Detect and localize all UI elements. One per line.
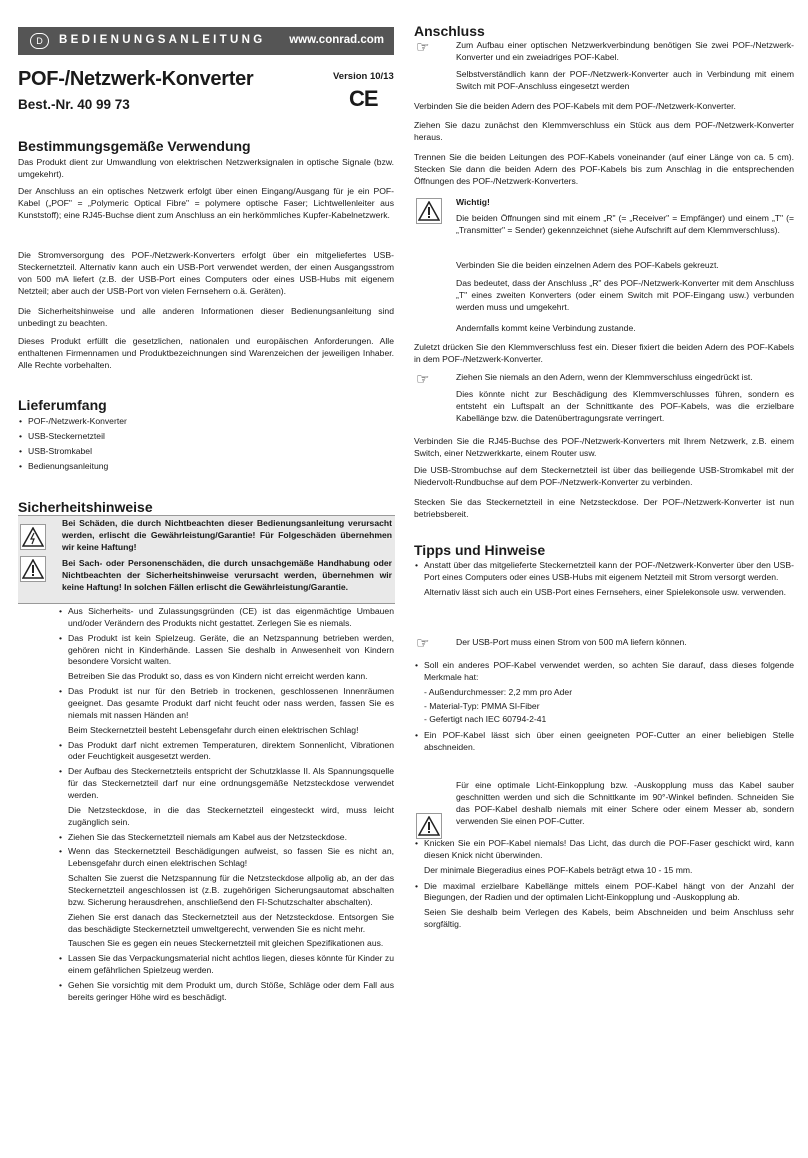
paragraph: Der Anschluss an ein optisches Netzwerk erfolgt über einen Eingang/Ausgang für je ein POF-Kabel („POF" = „Polymeric Optical Fibre" = polymere optische Faser; Lichtwellenleiter aus Kunststoff); eine RJ45-Buchse dient zum Anschluss an ein herkömmliches Kupfer-Kabelnetzwerk. <box>18 186 394 220</box>
list-item: • Das Produkt ist nur für den Betrieb in trockenen, geschlossenen Innenräumen geeignet. Das gesamte Produkt darf nicht feucht oder nass werden, fassen Sie es niemals mit nassen Händen an! <box>58 686 394 722</box>
note-text: Der USB-Port muss einen Strom von 500 mA liefern können. <box>456 637 687 647</box>
note-text: Andernfalls kommt keine Verbindung zustande. <box>456 323 636 333</box>
list-item: • Aus Sicherheits- und Zulassungsgründen (CE) ist das eigenmächtige Umbauen und/oder Verändern des Produkts nicht gestattet. Zerlegen Sie es niemals. <box>58 606 394 630</box>
list-subtext: - Außendurchmesser: 2,2 mm pro Ader <box>424 686 573 697</box>
list-item: • Gehen Sie vorsichtig mit dem Produkt um, durch Stöße, Schläge oder dem Fall aus bereits geringer Höhe wird es beschädigt. <box>58 980 394 1004</box>
list-subtext: Betreiben Sie das Produkt so, dass es von Kindern nicht erreicht werden kann. <box>68 671 368 682</box>
list-subtext: Alternativ lässt sich auch ein USB-Port eines Fernsehers, einer Spielekonsole usw. verwenden. <box>424 586 787 597</box>
list-item: • Bedienungsanleitung <box>18 461 394 473</box>
note-text: Ziehen Sie niemals an den Adern, wenn der Klemmverschluss eingedrückt ist. <box>456 372 753 382</box>
list-item: • Ziehen Sie das Steckernetzteil niemals am Kabel aus der Netzsteckdose. <box>58 832 394 844</box>
list-subtext: Ziehen Sie erst danach das Steckernetzteil aus der Netzsteckdose. Entsorgen Sie das beschädigte Steckernetzteil umweltgerecht, verwenden Sie es nicht mehr. <box>68 911 394 934</box>
note-text: Selbstverständlich kann der POF-/Netzwerk-Konverter auch in Verbindung mit einem Switch mit POF-Anschluss eingesetzt werden <box>456 69 794 91</box>
important-label: Wichtig! <box>456 197 490 207</box>
heading-connection: Anschluss <box>414 23 485 39</box>
list-item: • Knicken Sie ein POF-Kabel niemals! Das Licht, das durch die POF-Faser geschickt wird, kann diesen Knick nicht überwinden. <box>414 838 794 862</box>
note-text: Die beiden Öffnungen sind mit einem „R" (= „Receiver" = Empfänger) und einem „T" (= „Transmitter" = Sender) gekennzeichnet (siehe Aufschrift auf dem Klemmverschluss). <box>456 213 794 235</box>
note-text: Verbinden Sie die beiden einzelnen Adern des POF-Kabels gekreuzt. <box>456 260 719 270</box>
version-label: Version 10/13 <box>333 71 394 82</box>
paragraph: Verbinden Sie die RJ45-Buchse des POF-/Netzwerk-Konverters mit Ihrem Netzwerk, z.B. einem Switch, einer Netzwerkkarte, einem Router usw. <box>414 436 794 458</box>
list-subtext: Seien Sie deshalb beim Verlegen des Kabels, beim Abschneiden und beim Anschluss sehr sorgfältig. <box>424 907 794 930</box>
list-item: • Wenn das Steckernetzteil Beschädigungen aufweist, so fassen Sie es nicht an, Lebensgefahr durch einen elektrischen Schlag! <box>58 846 394 870</box>
order-number: Best.-Nr. 40 99 73 <box>18 97 130 112</box>
paragraph: Das Produkt dient zur Umwandlung von elektrischen Netzwerksignalen in optische Signale (bzw. umgekehrt). <box>18 157 394 179</box>
cable-spec: Außendurchmesser: 2,2 mm pro Ader <box>428 686 573 697</box>
list-item: • Das Produkt ist kein Spielzeug. Geräte, die an Netzspannung betrieben werden, gehören nicht in Kinderhände. Lassen Sie deshalb in Anwesenheit von Kindern besondere Vorsicht walten. <box>58 633 394 669</box>
note-text: Zum Aufbau einer optischen Netzwerkverbindung benötigen Sie zwei POF-/Netzwerk-Konverter und ein zweiadriges POF-Kabel. <box>456 40 794 62</box>
list-item: • USB-Steckernetzteil <box>18 431 394 443</box>
cable-spec: Material-Typ: PMMA SI-Fiber <box>429 700 540 711</box>
heading-tips: Tipps und Hinweise <box>414 542 546 558</box>
note-text: Das bedeutet, dass der Anschluss „R" des POF-/Netzwerk-Konverter mit dem Anschluss „T" eines zweiten Konverters (oder einem Switch mit POF-Eingang usw.) verbunden werden muss und umgekehrt. <box>456 278 794 312</box>
warning-icon <box>20 556 46 582</box>
list-item: • Soll ein anderes POF-Kabel verwendet werden, so achten Sie darauf, dass dieses folgende Merkmale hat: <box>414 660 794 684</box>
safety-list <box>58 606 394 1007</box>
paragraph: Ziehen Sie dazu zunächst den Klemmverschluss ein Stück aus dem POF-/Netzwerk-Konverter heraus. <box>414 120 794 142</box>
heading-safety: Sicherheitshinweise <box>18 499 153 515</box>
warning-icon <box>416 813 442 839</box>
paragraph: Trennen Sie die beiden Leitungen des POF-Kabels voneinander (auf einer Länge von ca. 5 cm). Stecken Sie dann die beiden Adern des POF-Kabels bis zum Anschlag in die entsprechenden Öffnungen des POF-/Netzwerk-Konverters. <box>414 152 794 186</box>
paragraph: Verbinden Sie die beiden Adern des POF-Kabels mit dem POF-/Netzwerk-Konverter. <box>414 101 736 111</box>
tips-list <box>414 660 794 757</box>
heading-intended-use: Bestimmungsgemäße Verwendung <box>18 138 251 154</box>
paragraph: Die Stromversorgung des POF-/Netzwerk-Konverters erfolgt über ein mitgeliefertes USB-Steckernetzteil. Alternativ kann auch ein USB-Port verwendet werden, der einen Ausgangsstrom von 500 mA liefert (z.B. der USB-Port eines Computers oder eines USB-Hubs mit eigenem Netzteil; aber auch der USB-Port von vielen Fernsehern o.ä. Geräten). <box>18 250 394 296</box>
list-subtext: Tauschen Sie es gegen ein neues Steckernetzteil mit gleichen Spezifikationen aus. <box>68 938 384 949</box>
header-title: BEDIENUNGSANLEITUNG <box>59 34 266 47</box>
electric-hazard-icon <box>20 524 46 550</box>
warning-text: Bei Schäden, die durch Nichtbeachten dieser Bedienungsanleitung verursacht werden, erlischt die Gewährleistung/Garantie! Für Folgeschäden übernehmen wir keine Haftung! <box>62 518 392 552</box>
paragraph: Dieses Produkt erfüllt die gesetzlichen, nationalen und europäischen Anforderungen. Alle enthaltenen Firmennamen und Produktbezeichnungen sind Warenzeichen der jeweiligen Inhaber. Alle Rechte vorbehalten. <box>18 336 394 370</box>
document-title: POF-/Netzwerk-Konverter <box>18 68 254 90</box>
note-text: Für eine optimale Licht-Einkopplung bzw. -Auskopplung muss das Kabel sauber geschnitten werden und sich die Schnittkante im 90°-Winkel befinden. Schneiden Sie das POF-Kabel deshalb niemals mit einer Schere oder einem Messer ab, sondern verwenden Sie einen POF-Cutter. <box>456 780 794 826</box>
paragraph: Die Sicherheitshinweise und alle anderen Informationen dieser Bedienungsanleitung sind unbedingt zu beachten. <box>18 306 394 328</box>
list-subtext: Beim Steckernetzteil besteht Lebensgefahr durch einen elektrischen Schlag! <box>68 724 359 735</box>
safety-warning-box <box>18 515 395 604</box>
pointing-hand-icon: ☞ <box>416 39 430 56</box>
paragraph: Zuletzt drücken Sie den Klemmverschluss fest ein. Dieser fixiert die beiden Adern des POF-Kabels in dem POF-/Netzwerk-Konverter. <box>414 342 794 364</box>
tips-list <box>414 560 794 599</box>
header-bar <box>18 27 394 55</box>
heading-scope-of-delivery: Lieferumfang <box>18 397 107 413</box>
list-item: • Die maximal erzielbare Kabellänge mittels einem POF-Kabel hängt von der Anzahl der Biegungen, der Radien und der optimalen Licht-Einkopplung und -Auskopplung ab. <box>414 881 794 905</box>
list-subtext: Die Netzsteckdose, in die das Steckernetzteil eingesteckt wird, muss leicht zugänglich sein. <box>68 804 394 827</box>
header-website[interactable]: www.conrad.com <box>289 34 384 47</box>
tips-list <box>414 838 794 931</box>
list-item: • Das Produkt darf nicht extremen Temperaturen, direktem Sonnenlicht, Vibrationen oder Feuchtigkeit ausgesetzt werden. <box>58 740 394 764</box>
delivery-list <box>18 416 394 475</box>
list-subtext: Schalten Sie zuerst die Netzspannung für die Netzsteckdose allpolig ab, an der das Steckernetzteil angeschlossen ist (z.B. zugehörigen Sicherungsautomat abschalten bzw. Sicherung herausdrehen, anschließend den FI-Schutzschalter abschalten). <box>68 873 394 907</box>
warning-icon <box>416 198 442 224</box>
pointing-hand-icon: ☞ <box>416 371 430 388</box>
list-item: • Anstatt über das mitgelieferte Steckernetzteil kann der POF-/Netzwerk-Konverter über den USB-Port eines Computers oder eines USB-Hubs mit eigenem Netzteil mit Strom versorgt werden. <box>414 560 794 584</box>
list-item: • POF-/Netzwerk-Konverter <box>18 416 394 428</box>
paragraph: Stecken Sie das Steckernetzteil in eine Netzsteckdose. Der POF-/Netzwerk-Konverter ist nun betriebsbereit. <box>414 497 794 519</box>
language-badge: D <box>30 33 49 49</box>
list-item: • Ein POF-Kabel lässt sich über einen geeigneten POF-Cutter an einer beliebigen Stelle abschneiden. <box>414 730 794 754</box>
pointing-hand-icon: ☞ <box>416 635 430 652</box>
warning-text: Bei Sach- oder Personenschäden, die durch unsachgemäße Handhabung oder Nichtbeachten der Sicherheitshinweise verursacht werden, übernehmen wir keine Haftung! In solchen Fällen erlischt die Gewährleistung/Garantie. <box>62 558 392 592</box>
list-subtext: Der minimale Biegeradius eines POF-Kabels beträgt etwa 10 - 15 mm. <box>424 864 693 875</box>
paragraph: Die USB-Strombuchse auf dem Steckernetzteil ist über das beiliegende USB-Stromkabel mit der Niedervolt-Rundbuchse auf dem POF-/Netzwerk-Konverter zu verbinden. <box>414 465 794 487</box>
list-item: • Lassen Sie das Verpackungsmaterial nicht achtlos liegen, dieses könnte für Kinder zu einem gefährlichen Spielzeug werden. <box>58 953 394 977</box>
list-item: • USB-Stromkabel <box>18 446 394 458</box>
ce-mark: CE <box>349 86 378 111</box>
list-item: • Der Aufbau des Steckernetzteils entspricht der Schutzklasse II. Als Spannungsquelle für das Steckernetzteil darf nur eine ordnungsgemäße Netzsteckdose verwendet werden. <box>58 766 394 802</box>
list-subtext: - Material-Typ: PMMA SI-Fiber <box>424 700 540 711</box>
list-subtext: - Gefertigt nach IEC 60794-2-41 <box>424 714 547 725</box>
cable-spec: Gefertigt nach IEC 60794-2-41 <box>429 714 547 725</box>
note-text: Dies könnte nicht zur Beschädigung des Klemmverschlusses führen, sondern es entsteht ein Luftspalt an der Schnittkante des POF-Kabels, was die erzielbare Kabellänge bzw. die Datenübertragungsrate verringert. <box>456 389 794 423</box>
